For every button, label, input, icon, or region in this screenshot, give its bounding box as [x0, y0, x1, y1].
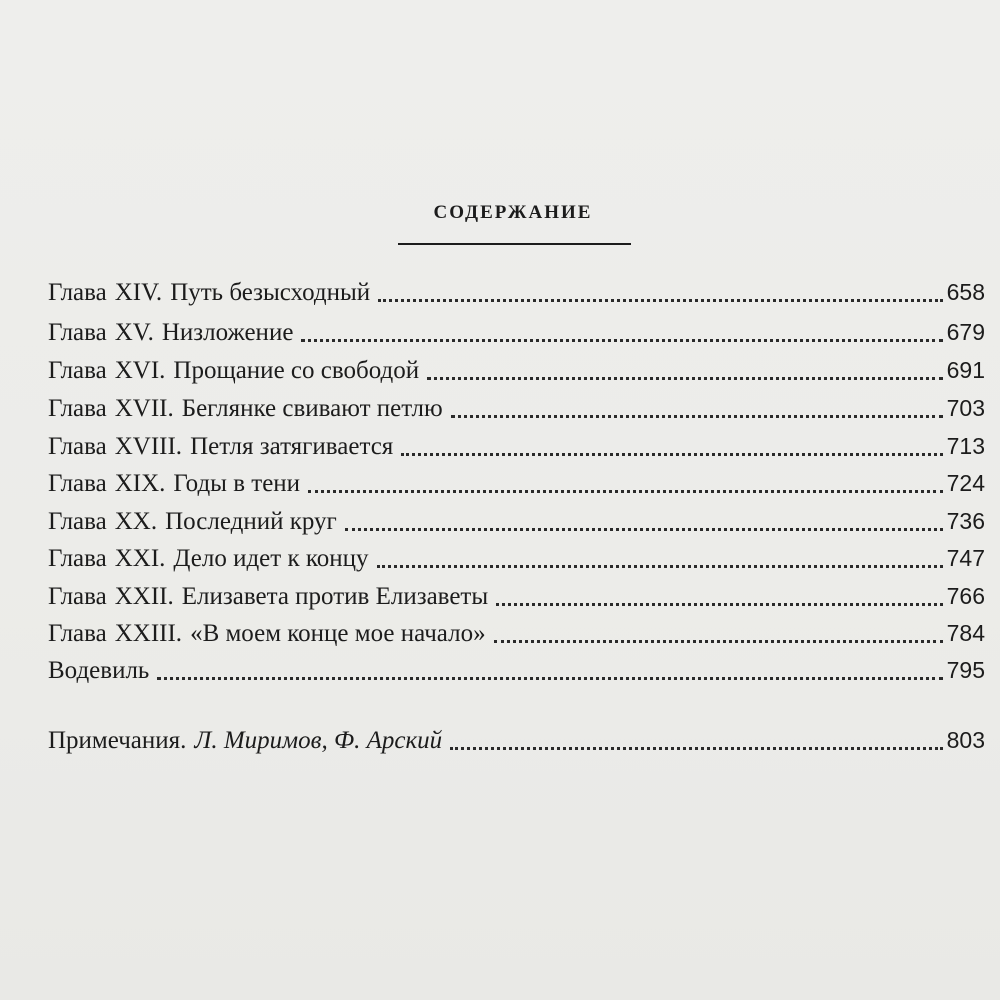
chapter-title: Низложение [161, 319, 294, 346]
chapter-prefix: Глава [48, 319, 107, 346]
chapter-title: Последний круг [165, 508, 337, 535]
page-number: 795 [946, 657, 985, 683]
dot-leader [401, 453, 942, 456]
page-number: 658 [946, 279, 985, 305]
dot-leader [308, 490, 943, 493]
toc-entry [48, 390, 985, 426]
chapter-prefix: Глава [48, 279, 107, 306]
chapter-prefix: Глава [48, 508, 107, 535]
dot-leader [450, 747, 942, 750]
heading-rule [398, 243, 631, 245]
chapter-title: Годы в тени [173, 470, 301, 497]
toc-entry-vaudeville [48, 652, 985, 688]
chapter-number: XVII. [114, 395, 174, 422]
toc-entry-title [48, 466, 308, 502]
toc-entry [48, 465, 985, 501]
chapter-title: Прощание со свободой [173, 357, 420, 384]
chapter-number: XIV. [114, 279, 163, 306]
page-number: 736 [946, 508, 985, 534]
chapter-title: Беглянке свивают петлю [181, 395, 443, 422]
dot-leader [451, 415, 943, 418]
toc-entry-title [48, 723, 450, 759]
dot-leader [378, 299, 942, 302]
chapter-prefix: Глава [48, 395, 107, 422]
page-number: 691 [946, 357, 985, 383]
toc-entry-title [48, 353, 427, 389]
chapter-prefix: Глава [48, 583, 107, 610]
chapter-number: XXII. [114, 583, 174, 610]
notes-label: Примечания. [48, 727, 187, 754]
toc-entry-title [48, 391, 451, 427]
notes-authors: Л. Миримов, Ф. Арский [194, 727, 443, 754]
page-number: 766 [946, 583, 985, 609]
toc-entry-title [48, 616, 494, 652]
dot-leader [496, 603, 942, 606]
chapter-number: XXI. [114, 545, 166, 572]
chapter-title: Елизавета против Елизаветы [181, 583, 489, 610]
chapter-title: Путь безысходный [170, 279, 371, 306]
dot-leader [427, 377, 943, 380]
chapter-number: XIX. [114, 470, 166, 497]
page-number: 713 [946, 433, 985, 459]
toc-entry [48, 314, 985, 350]
toc-entry-title [48, 579, 496, 615]
chapter-number: XX. [114, 508, 158, 535]
dot-leader [301, 339, 942, 342]
page-number: 803 [946, 727, 985, 753]
toc-entry [48, 428, 985, 464]
toc-entry [48, 540, 985, 576]
toc-entry [48, 503, 985, 539]
dot-leader [494, 640, 943, 643]
chapter-prefix: Глава [48, 470, 107, 497]
toc-entry [48, 615, 985, 651]
toc-entry-title [48, 429, 401, 465]
toc-entry-title [48, 315, 301, 351]
page-number: 703 [946, 395, 985, 421]
toc-entry [48, 352, 985, 388]
chapter-prefix: Глава [48, 433, 107, 460]
dot-leader [377, 565, 943, 568]
toc-entry [48, 578, 985, 614]
chapter-title: «В моем конце мое начало» [190, 620, 486, 647]
toc-entry-notes [48, 722, 985, 758]
chapter-number: XVIII. [114, 433, 183, 460]
toc-entry-title [48, 541, 377, 577]
page-number: 724 [946, 470, 985, 496]
toc-entry-title: Водевиль [48, 657, 150, 684]
page-number: 784 [946, 620, 985, 646]
page-number: 747 [946, 545, 985, 571]
chapter-number: XV. [114, 319, 154, 346]
toc-entry-title [48, 504, 345, 540]
chapter-title: Дело идет к концу [173, 545, 369, 572]
chapter-prefix: Глава [48, 545, 107, 572]
page-number: 679 [946, 319, 985, 345]
toc-entry-title [48, 275, 378, 311]
dot-leader [345, 528, 943, 531]
chapter-number: XVI. [114, 357, 166, 384]
dot-leader [157, 677, 942, 680]
chapter-number: XXIII. [114, 620, 183, 647]
chapter-prefix: Глава [48, 357, 107, 384]
toc-entry [48, 274, 985, 310]
chapter-title: Петля затягивается [190, 433, 394, 460]
chapter-prefix: Глава [48, 620, 107, 647]
contents-heading: СОДЕРЖАНИЕ [433, 202, 593, 223]
